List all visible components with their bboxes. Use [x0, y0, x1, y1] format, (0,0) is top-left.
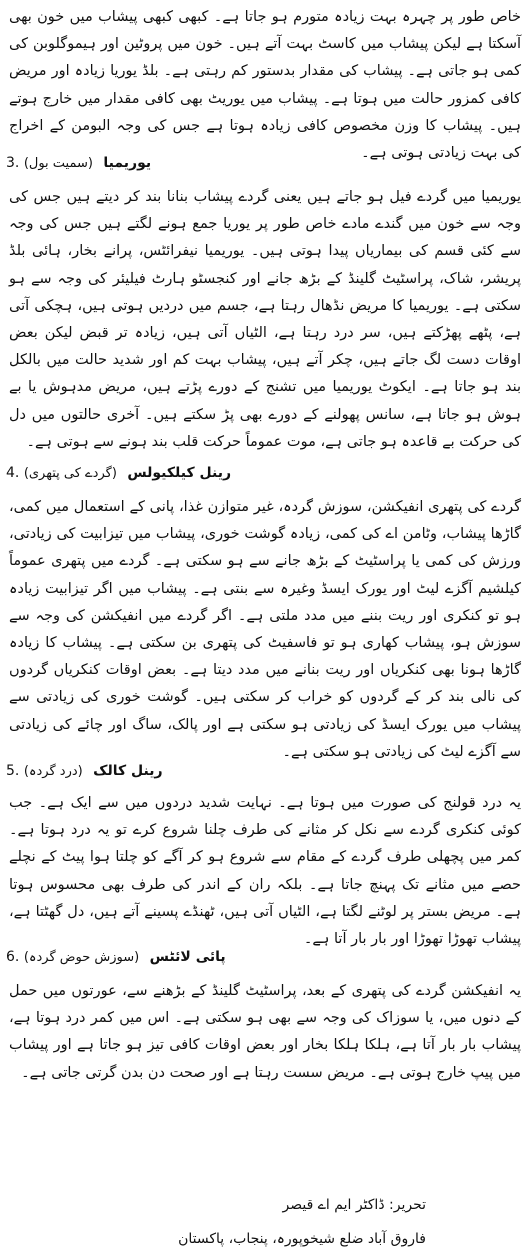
section-3-title: یوریمیا — [103, 155, 152, 171]
section-3-subtitle: (سمیت بول) — [23, 156, 93, 171]
section-6-title: پائی لائٹس — [149, 949, 226, 965]
section-6-subtitle: (سوزش حوض گردہ) — [23, 950, 140, 965]
section-5-number: 5. — [6, 763, 20, 779]
section-6-paragraph: یہ انفیکشن گردے کی پتھری کے بعد، پراسٹیٹ گلینڈ کے بڑھنے سے، عورتوں میں حمل کے دنوں میں، یا سوزاک کی وجہ سے بھی ہو سکتی ہے۔ اس میں کمر درد ہوتا ہے، پیشاب بار بار آتا ہے، ہلکا ہلکا بخار اور بعض اوقات کافی تیز ہو جاتا ہے اور پیشاب میں پیپ خارج ہوتی ہے۔ مریض سست رہتا ہے اور صحت دن بدن گرتی جاتی ہے۔ — [9, 983, 521, 1081]
section-4-paragraph: گردے کی پتھری انفیکشن، سوزش گردہ، غیر متوازن غذا، پانی کے استعمال میں کمی، گاڑھا پیشاب، وٹامن اے کی کمی، زیادہ گوشت خوری، پیشاب میں تیزابیت کی زیادتی، ورزش کی کمی یا پراسٹیٹ کے بڑھ جانے سے ہو سکتی ہے۔ گردے میں پتھری عموماً کیلشیم آگزے لیٹ اور یورک ایسڈ وغیرہ سے بنتی ہے۔ پیشاب میں اگر تیزابیت زیادہ ہو تو کنکری اور ریت بننے میں مدد ملتی ہے۔ اگر گردے میں انفیکشن کی وجہ سے سوزش ہو، پیشاب کھاری ہو تو فاسفیٹ کی پتھری بن سکتی ہے۔ پیشاب کا زیادہ گاڑھا ہونا بھی کنکریاں اور ریت بنانے میں مدد دیتا ہے۔ بعض اوقات کنکریاں گردوں کی نالی بند کر کے گردوں کو خراب کر سکتی ہیں۔ گوشت خوری کی زیادتی سے پیشاب میں یورک ایسڈ کی زیادتی ہو سکتی ہے اور پالک، ساگ اور چائے کی زیادتی سے آگزے لیٹ کی زیادتی ہو سکتی ہے۔ — [9, 499, 521, 760]
section-5-subtitle: (درد گردہ) — [23, 764, 83, 779]
author-byline: تحریر: ڈاکٹر ایم اے قیصر — [282, 1197, 426, 1213]
section-4-heading — [6, 462, 231, 485]
section-5-title: رینل کالک — [93, 763, 163, 779]
author-location: فاروق آباد ضلع شیخوپورہ، پنجاب، پاکستان — [178, 1231, 426, 1247]
section-3-heading — [6, 152, 151, 175]
section-3-number: 3. — [6, 155, 20, 171]
section-6-heading — [6, 946, 226, 969]
section-4-number: 4. — [6, 465, 20, 481]
section-6-number: 6. — [6, 949, 20, 965]
intro-paragraph: خاص طور پر چہرہ بہت زیادہ متورم ہو جاتا ہے۔ کبھی کبھی پیشاب میں خون بھی آسکتا ہے لیکن پیشاب میں کاسٹ بہت آتے ہیں۔ خون میں پروٹین اور ہیموگلوبن کی کمی ہو جاتی ہے۔ پیشاب کی مقدار بدستور کم رہتی ہے۔ بلڈ یوریا زیادہ اور مریض کافی کمزور حالت میں ہوتا ہے۔ پیشاب میں یوریٹ بھی کافی مقدار میں خارج ہوتے ہیں۔ پیشاب کا وزن مخصوص کافی زیادہ ہوتا ہے جس کی وجہ البومن کے اخراج کی بہت زیادتی ہوتی ہے۔ — [9, 9, 521, 162]
section-5-paragraph: یہ درد قولنج کی صورت میں ہوتا ہے۔ نہایت شدید دردوں میں سے ایک ہے۔ جب کوئی کنکری گردے سے نکل کر مثانے کی طرف چلنا شروع کرے تو یہ درد ہوتا ہے۔ کمر میں پچھلی طرف گردے کے مقام سے شروع ہو کر آگے کو چلتا ہوا پیٹ کے نچلے حصے میں مثانے تک پہنچ جاتا ہے۔ بلکہ ران کے اندر کی طرف بھی محسوس ہوتا ہے۔ مریض بستر پر لوٹنے لگتا ہے، الٹیاں آتی ہیں، ٹھنڈے پسینے آتے ہیں، دل گھٹتا ہے، پیشاب تھوڑا تھوڑا اور بار بار آتا ہے۔ — [9, 795, 521, 948]
section-3-paragraph: یوریمیا میں گردے فیل ہو جاتے ہیں یعنی گردے پیشاب بنانا بند کر دیتے ہیں جس کی وجہ سے خون میں گندے مادے خاص طور پر یوریا جمع ہونے لگتے ہیں جس کی وجہ سے کئی قسم کی بیماریاں پیدا ہوتی ہیں۔ یوریمیا نیفرائٹس، پرانے بخار، ہائی بلڈ پریشر، شاک، پراسٹیٹ گلینڈ کے بڑھ جانے اور کنجسٹو ہارٹ فیلیئر کی وجہ سے ہو سکتی ہے۔ یوریمیا کا مریض نڈھال رہتا ہے، جسم میں دردیں ہوتی ہیں، ہچکی آتی ہے، پٹھے پھڑکتے ہیں، سر درد رہتا ہے، الٹیاں آتی ہیں، زیادہ تر قبض لیکن بعض اوقات دست لگ جاتے ہیں، چکر آتے ہیں، پیشاب بہت کم اور شدید حالت میں بالکل بند ہو جاتا ہے۔ ایکوٹ یوریمیا میں تشنج کے دورے پڑتے ہیں، مریض مدہوش یا بے ہوش ہو جاتا ہے، سانس پھولنے کے دورے بھی پڑ سکتے ہیں۔ آخری حالتوں میں دل کی حرکت بے قاعدہ ہو جاتی ہے، موت عموماً حرکت قلب بند ہونے سے ہوتی ہے۔ — [9, 189, 521, 450]
section-5-heading — [6, 760, 163, 783]
section-4-title: رینل کیلکیولس — [127, 465, 232, 481]
section-4-subtitle: (گردے کی پتھری) — [23, 466, 117, 481]
